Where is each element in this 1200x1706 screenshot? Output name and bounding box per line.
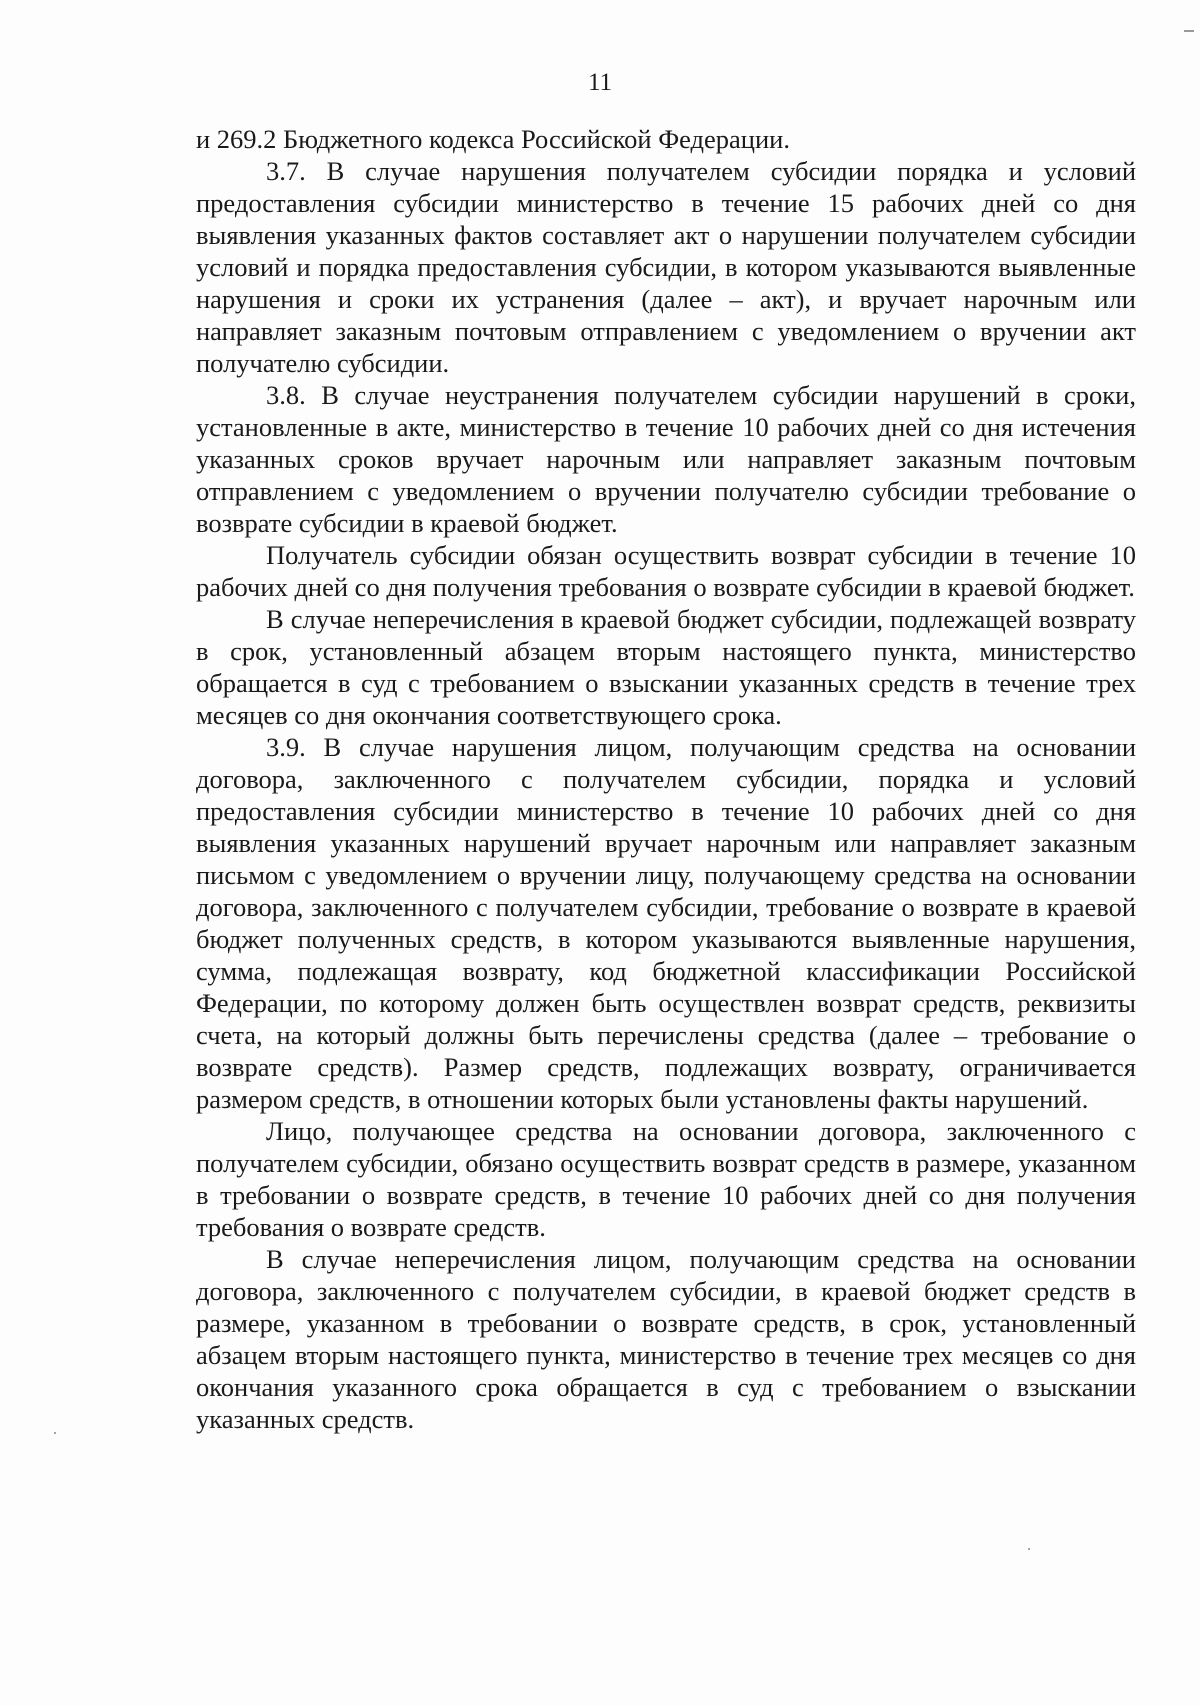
paragraph-3-8-return-obligation: Получатель субсидии обязан осуществить возврат субсидии в течение 10 рабочих дней со дня получения требования о возврате субсидии в краевой бюджет. <box>196 540 1136 602</box>
scan-speck <box>1028 1548 1030 1550</box>
paragraph-3-8-court-claim: В случае неперечисления в краевой бюджет субсидии, подлежащей возврату в срок, установленный абзацем вторым настоящего пункта, министерство обращается в суд с требованием о взыскании указанных средств в течение трех месяцев со дня окончания соответствующего срока. <box>196 604 1136 730</box>
document-body <box>196 123 1136 1435</box>
paragraph-3-9: 3.9. В случае нарушения лицом, получающим средства на основании договора, заключенного с получателем субсидии, порядка и условий предоставления субсидии министерство в течение 10 рабочих дней со дня выявления указанных нарушений вручает нарочным или направляет заказным письмом с уведомлением о вручении лицу, получающему средства на основании договора, заключенного с получателем субсидии, требование о возврате в краевой бюджет полученных средств, в котором указываются выявленные нарушения, сумма, подлежащая возврату, код бюджетной классификации Российской Федерации, по которому должен быть осуществлен возврат средств, реквизиты счета, на который должны быть перечислены средства (далее – требование о возврате средств). Размер средств, подлежащих возврату, ограничивается размером средств, в отношении которых были установлены факты нарушений. <box>196 732 1136 1114</box>
paragraph-3-9-return-obligation: Лицо, получающее средства на основании договора, заключенного с получателем субсидии, обязано осуществить возврат средств в размере, указанном в требовании о возврате средств, в течение 10 рабочих дней со дня получения требования о возврате средств. <box>196 1116 1136 1242</box>
scan-edge-mark <box>1184 30 1194 32</box>
scan-speck <box>54 1432 56 1434</box>
paragraph-3-7: 3.7. В случае нарушения получателем субсидии порядка и условий предоставления субсидии министерство в течение 15 рабочих дней со дня выявления указанных фактов составляет акт о нарушении получателем субсидии условий и порядка предоставления субсидии, в котором указываются выявленные нарушения и сроки их устранения (далее – акт), и вручает нарочным или направляет заказным почтовым отправлением с уведомлением о вручении акт получателю субсидии. <box>196 156 1136 378</box>
paragraph-3-8: 3.8. В случае неустранения получателем субсидии нарушений в сроки, установленные в акте, министерство в течение 10 рабочих дней со дня истечения указанных сроков вручает нарочным или направляет заказным почтовым отправлением с уведомлением о вручении получателю субсидии требование о возврате субсидии в краевой бюджет. <box>196 380 1136 538</box>
paragraph-3-9-court-claim: В случае неперечисления лицом, получающим средства на основании договора, заключенного с получателем субсидии, в краевой бюджет средств в размере, указанном в требовании о возврате средств, в срок, установленный абзацем вторым настоящего пункта, министерство в течение трех месяцев со дня окончания указанного срока обращается в суд с требованием о взыскании указанных средств. <box>196 1244 1136 1434</box>
paragraph-continuation: и 269.2 Бюджетного кодекса Российской Федерации. <box>196 124 790 154</box>
page-number: 11 <box>587 69 613 96</box>
